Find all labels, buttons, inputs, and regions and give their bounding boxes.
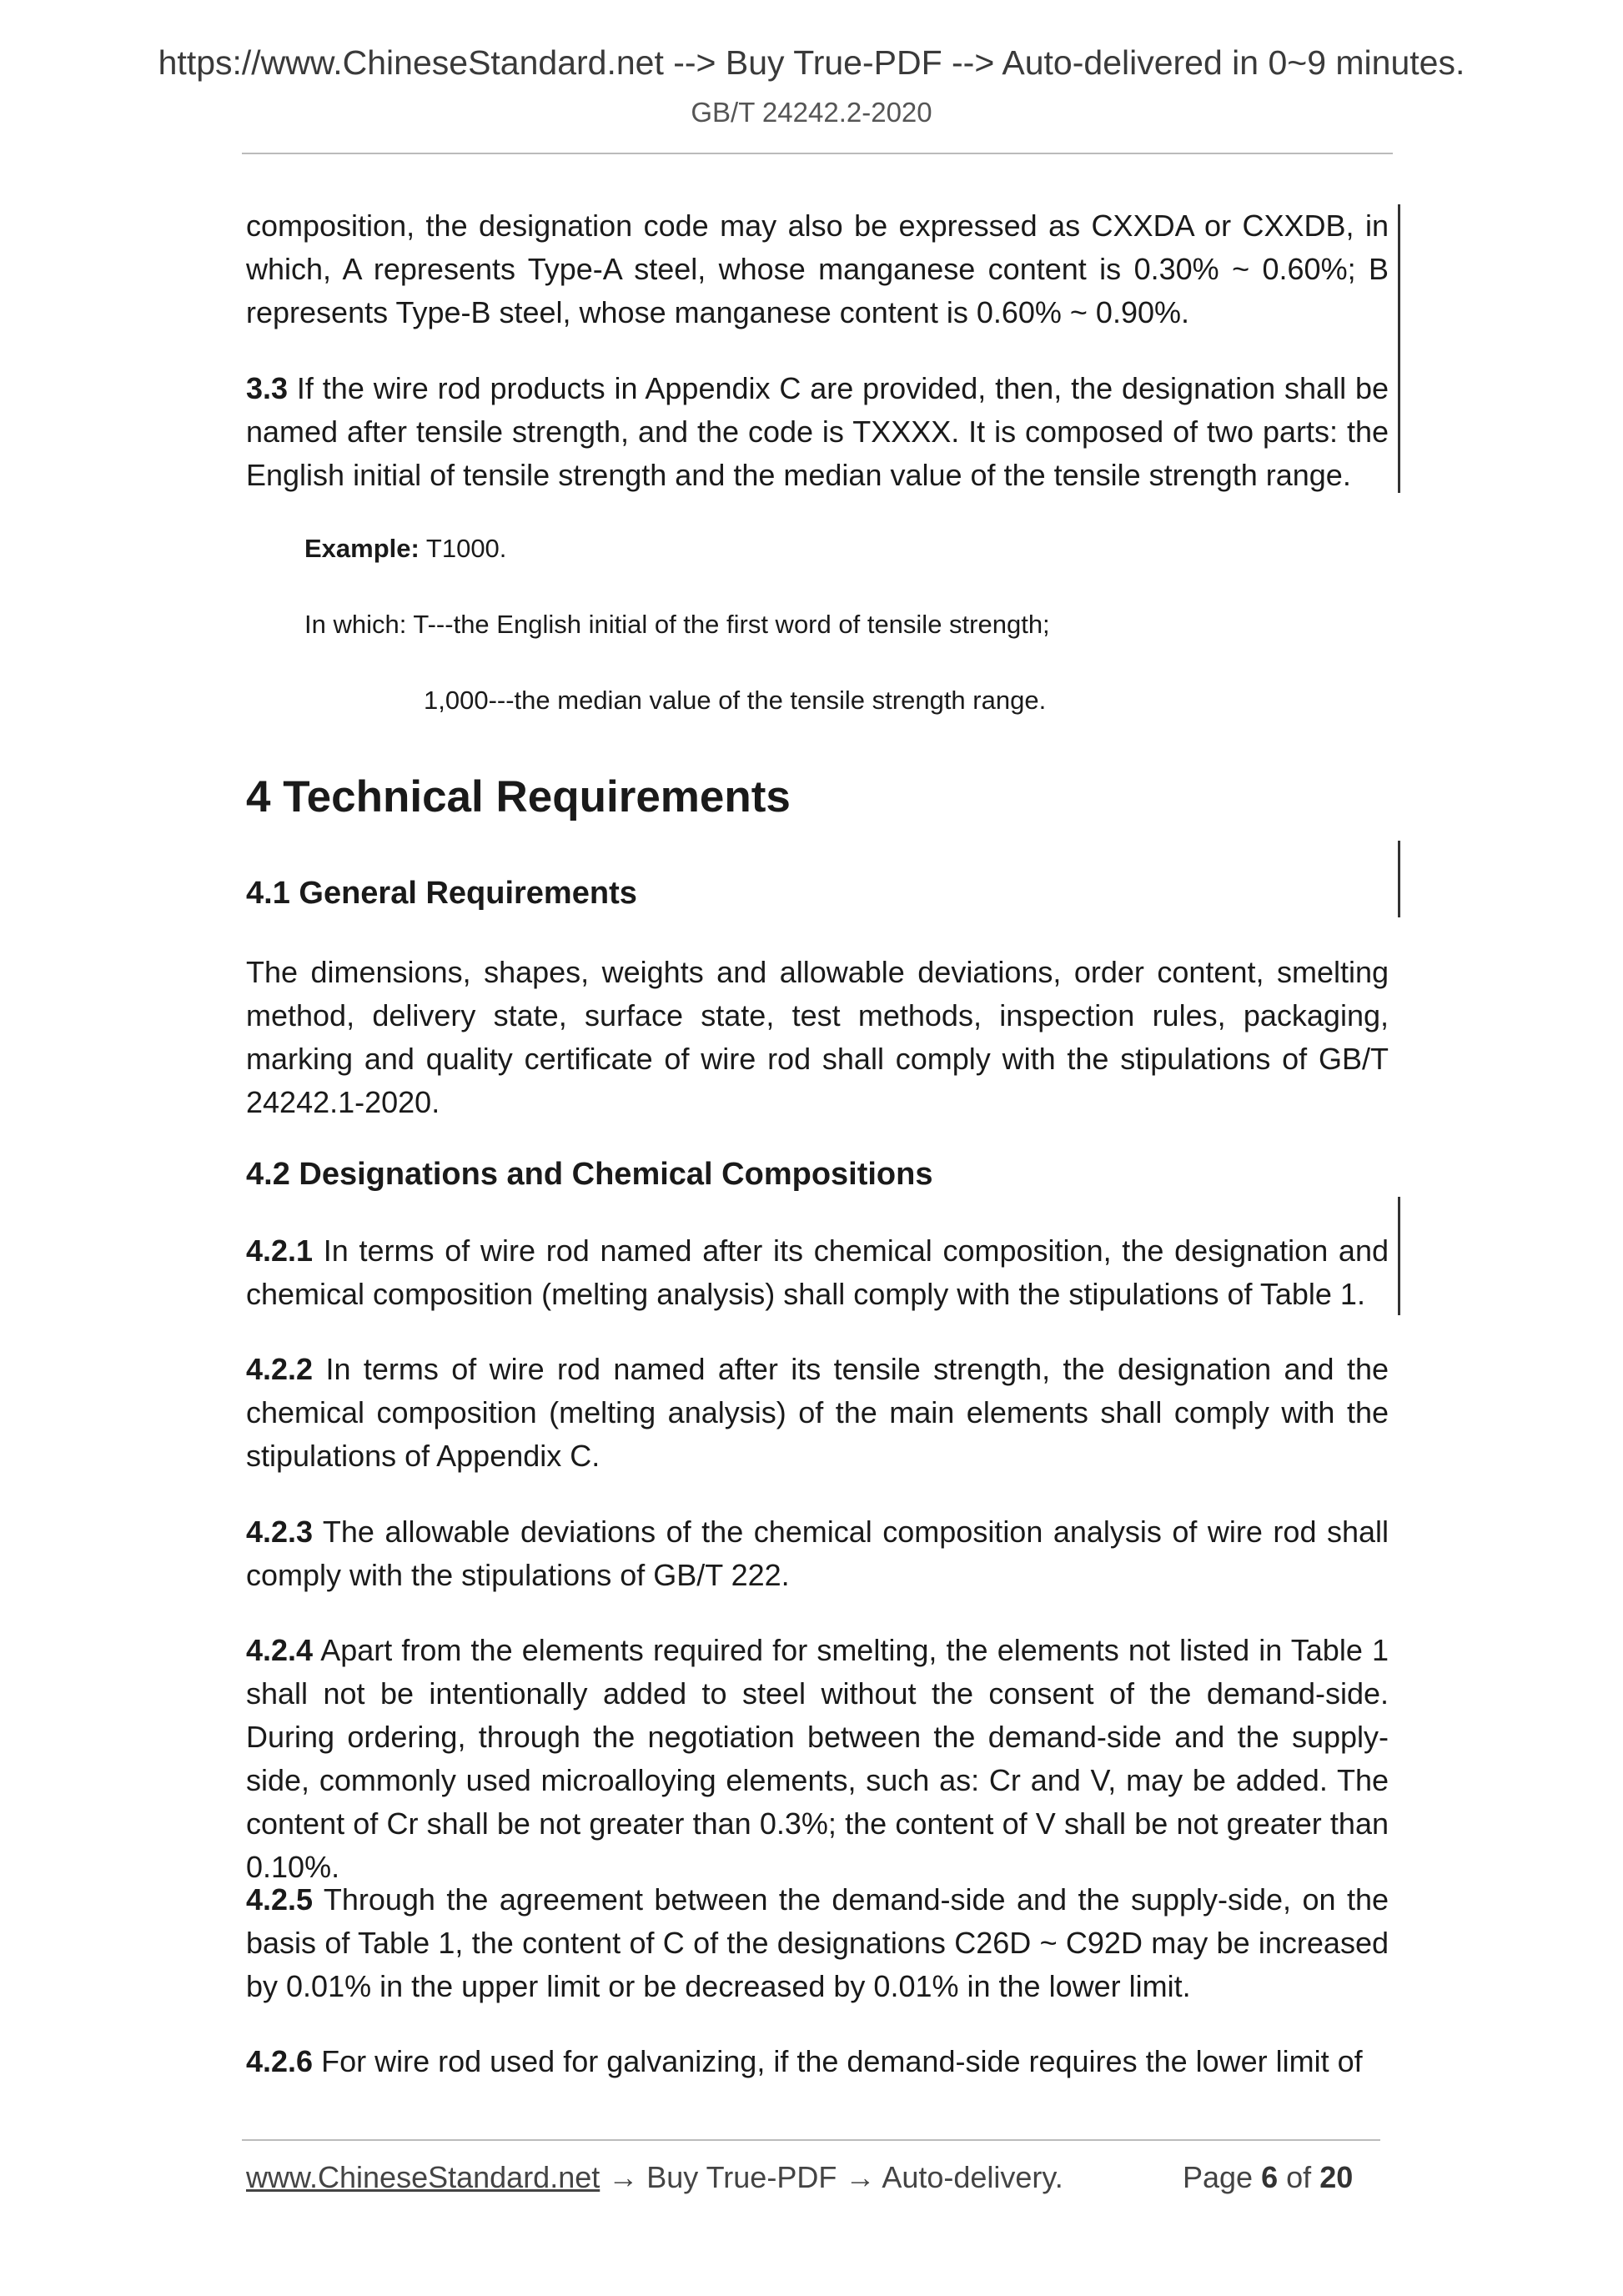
change-bar bbox=[1398, 841, 1400, 917]
clause-number: 4.2.1 bbox=[246, 1233, 314, 1268]
footer-rule bbox=[242, 2139, 1380, 2141]
footer-left bbox=[246, 2160, 1063, 2195]
footer-tagline: → Buy True-PDF → Auto-delivery. bbox=[600, 2160, 1063, 2194]
change-bar bbox=[1398, 1197, 1400, 1315]
clause-4-2-5: 4.2.5 Through the agreement between the demand-side and the supply-side, on the basis of Table 1, the content of C of the designations C26D ~ C92D may be increased by 0.01% in the upper limit or be decreased by 0.01% in the lower limit. bbox=[246, 1882, 1389, 2003]
intro-paragraph: composition, the designation code may also be expressed as CXXDA or CXXDB, in which, A represents Type-A steel, whose manganese content is 0.30% ~ 0.60%; B represents Type-B steel, whose manganese content is 0.60% ~ 0.90%. bbox=[246, 208, 1389, 329]
clause-number: 4.2.4 bbox=[246, 1633, 314, 1667]
paragraph-4-1: The dimensions, shapes, weights and allowable deviations, order content, smelting method, delivery state, surface state, test methods, inspection rules, packaging, marking and quality certificate of wire rod shall comply with the stipulations of GB/T 24242.1-2020. bbox=[246, 955, 1389, 1119]
total-page-number: 20 bbox=[1319, 2160, 1354, 2194]
clause-4-2-3: 4.2.3 The allowable deviations of the chemical composition analysis of wire rod shall comply with the stipulations of GB/T 222. bbox=[246, 1515, 1389, 1592]
header-rule bbox=[242, 153, 1393, 154]
section-heading-4-2: 4.2 Designations and Chemical Compositions bbox=[246, 1157, 933, 1192]
clause-number: 4.2.5 bbox=[246, 1882, 314, 1917]
clause-4-2-1: 4.2.1 In terms of wire rod named after its chemical composition, the designation and chemical composition (melting analysis) shall comply with the stipulations of Table 1. bbox=[246, 1233, 1389, 1311]
example-line bbox=[304, 532, 506, 565]
clause-4-2-2: 4.2.2 In terms of wire rod named after its tensile strength, the designation and the chemical composition (melting analysis) of the main elements shall comply with the stipulations of Appendix C. bbox=[246, 1352, 1389, 1473]
example-label: Example: bbox=[304, 534, 420, 563]
clause-number: 4.2.6 bbox=[246, 2044, 314, 2078]
example-explanation-2: 1,000---the median value of the tensile strength range. bbox=[424, 686, 1047, 715]
example-value: T1000. bbox=[419, 534, 507, 563]
example-explanation-1: In which: T---the English initial of the first word of tensile strength; bbox=[304, 610, 1050, 639]
section-heading-4-1: 4.1 General Requirements bbox=[246, 876, 637, 911]
current-page-number: 6 bbox=[1261, 2160, 1279, 2194]
standard-number: GB/T 24242.2-2020 bbox=[691, 97, 932, 128]
change-bar bbox=[1398, 204, 1400, 493]
page-indicator: Page 6 of 20 bbox=[1183, 2160, 1354, 2194]
clause-number: 4.2.2 bbox=[246, 1352, 314, 1386]
clause-number: 4.2.3 bbox=[246, 1515, 314, 1549]
header-url-banner: https://www.ChineseStandard.net --> Buy True-PDF --> Auto-delivered in 0~9 minutes. bbox=[158, 43, 1465, 82]
clause-4-2-6: 4.2.6 For wire rod used for galvanizing, if the demand-side requires the lower limit of bbox=[246, 2044, 1363, 2078]
clause-3-3: 3.3 If the wire rod products in Appendix C are provided, then, the designation shall be named after tensile strength, and the code is TXXXX. It is composed of two parts: the English initial of tensile strength and the median value of the tensile strength range. bbox=[246, 371, 1389, 492]
clause-number: 3.3 bbox=[246, 371, 289, 405]
clause-4-2-4: 4.2.4 Apart from the elements required for smelting, the elements not listed in Table 1 shall not be intentionally added to steel without the consent of the demand-side. During ordering, through the negotiation between the demand-side and the supply-side, commonly used microalloying elements, such as: Cr and V, may be added. The content of Cr shall be not greater than 0.3%; the content of V shall be not greater than 0.10%. bbox=[246, 1633, 1389, 1884]
footer-site-link[interactable]: www.ChineseStandard.net bbox=[246, 2160, 600, 2194]
section-heading-4: 4 Technical Requirements bbox=[246, 772, 791, 821]
